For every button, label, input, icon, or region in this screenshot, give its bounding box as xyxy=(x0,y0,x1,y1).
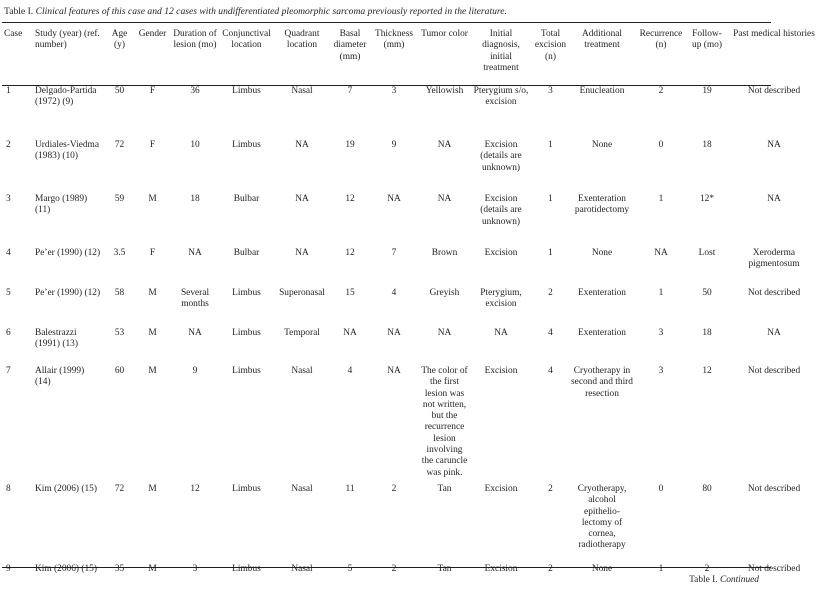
col-header-gender: Gender xyxy=(138,29,167,39)
top-rule xyxy=(2,22,771,23)
col-header-additional: Additional treatment xyxy=(581,29,623,51)
col-header-quadrant: Quadrant location xyxy=(284,29,320,51)
cell-additional: Exenteration xyxy=(578,288,626,298)
cell-thickness: NA xyxy=(387,194,401,204)
cell-gender: M xyxy=(148,366,157,376)
cell-diagnosis: Excision xyxy=(484,564,518,574)
footer-text: Continued xyxy=(719,575,759,585)
caption-text: Clinical features of this case and 12 cases with undifferentiated pleomorphic sarcoma previously reported in the literature. xyxy=(35,6,507,17)
cell-diagnosis: Excision (details are unknown) xyxy=(480,140,522,173)
table-row xyxy=(2,86,821,140)
table-continued-note xyxy=(689,575,759,585)
cell-followup: 2 xyxy=(704,564,710,574)
cell-thickness: 9 xyxy=(391,140,397,150)
cell-diameter: 7 xyxy=(347,86,353,96)
cell-followup: 50 xyxy=(702,288,712,298)
col-header-location: Conjunctival location xyxy=(222,29,271,51)
cell-gender: F xyxy=(149,140,156,150)
cell-location: Limbus xyxy=(232,86,261,96)
cell-followup: 12 xyxy=(702,366,712,376)
cell-quadrant: NA xyxy=(295,140,309,150)
cell-additional: Exenteration parotidectomy xyxy=(574,194,630,216)
cell-history: Not described xyxy=(747,86,801,96)
cell-age: 3.5 xyxy=(113,248,126,258)
cell-case: 9 xyxy=(6,564,11,574)
cell-age: 35 xyxy=(114,564,125,574)
cell-quadrant: Nasal xyxy=(291,86,313,96)
col-header-case: Case xyxy=(4,29,23,39)
cell-additional: Exenteration xyxy=(578,328,626,338)
cell-study: Pe’er (1990) (12) xyxy=(35,288,101,298)
col-header-age: Age (y) xyxy=(111,29,128,51)
cell-study: Margo (1989) (11) xyxy=(35,194,88,216)
cell-color: The color of the first lesion was not written, but the recurrence lesion involving the caruncle was pink. xyxy=(421,366,468,478)
col-header-duration: Duration of lesion (mo) xyxy=(173,29,217,51)
cell-study: Kim (2006) (15) xyxy=(35,564,97,574)
col-header-study: Study (year) (ref. number) xyxy=(35,29,100,51)
cell-location: Limbus xyxy=(232,564,261,574)
cell-duration: 9 xyxy=(192,366,198,376)
cell-study: Kim (2006) (15) xyxy=(35,484,97,494)
cell-case: 2 xyxy=(6,140,11,150)
cell-thickness: NA xyxy=(387,366,401,376)
cell-thickness: NA xyxy=(387,328,401,338)
cell-excision: 3 xyxy=(548,86,553,96)
col-header-diagnosis: Initial diagnosis, initial treatment xyxy=(482,29,520,73)
cell-diagnosis: Pterygium s/o, excision xyxy=(473,86,529,108)
cell-history: NA xyxy=(767,328,781,338)
cell-diameter: 4 xyxy=(347,366,353,376)
cell-recurrence: 1 xyxy=(658,564,664,574)
cell-gender: M xyxy=(148,288,157,298)
cell-additional: None xyxy=(591,564,613,574)
cell-history: Not described xyxy=(747,564,801,574)
cell-case: 7 xyxy=(6,366,11,376)
cell-diagnosis: NA xyxy=(494,328,508,338)
col-header-excision: Total excision (n) xyxy=(534,29,567,62)
cell-case: 3 xyxy=(6,194,11,204)
cell-duration: 12 xyxy=(190,484,200,494)
cell-quadrant: NA xyxy=(295,248,309,258)
cell-excision: 2 xyxy=(548,564,553,574)
cell-duration: 10 xyxy=(190,140,200,150)
cell-history: Not described xyxy=(747,366,801,376)
cell-study: Pe’er (1990) (12) xyxy=(35,248,101,258)
col-header-color: Tumor color xyxy=(421,29,468,39)
cell-duration: 18 xyxy=(190,194,200,204)
cell-age: 53 xyxy=(114,328,125,338)
cell-gender: M xyxy=(148,194,157,204)
cell-gender: M xyxy=(148,484,157,494)
cell-followup: 12* xyxy=(699,194,715,204)
cell-followup: 18 xyxy=(702,140,712,150)
col-header-diameter: Basal diameter (mm) xyxy=(333,29,367,62)
col-header-followup: Follow-up (mo) xyxy=(692,29,722,51)
cell-history: Xeroderma pigmentosum xyxy=(748,248,800,270)
cell-color: Tan xyxy=(437,484,452,494)
cell-location: Bulbar xyxy=(233,194,260,204)
cell-case: 1 xyxy=(6,86,11,96)
cell-followup: 18 xyxy=(702,328,712,338)
cell-age: 60 xyxy=(114,366,125,376)
cell-additional: None xyxy=(591,140,613,150)
cell-case: 4 xyxy=(6,248,11,258)
cell-thickness: 2 xyxy=(391,564,397,574)
caption-label: Table I. xyxy=(4,6,34,17)
cell-followup: 19 xyxy=(702,86,712,96)
cell-additional: None xyxy=(591,248,613,258)
cell-case: 5 xyxy=(6,288,11,298)
cell-additional: Cryotherapy, alcohol epithelio- lectomy of cornea, radiotherapy xyxy=(577,484,627,551)
cell-recurrence: 3 xyxy=(658,328,664,338)
cell-diameter: 11 xyxy=(345,484,355,494)
cell-additional: Cryotherapy in second and third resection xyxy=(571,366,633,399)
cell-thickness: 7 xyxy=(391,248,397,258)
cell-recurrence: 1 xyxy=(658,288,664,298)
cell-age: 72 xyxy=(114,140,125,150)
cell-color: NA xyxy=(437,194,452,204)
clinical-features-table xyxy=(2,25,821,594)
cell-followup: 80 xyxy=(702,484,712,494)
cell-excision: 4 xyxy=(548,366,553,376)
footer-label: Table I. xyxy=(689,575,718,585)
cell-location: Limbus xyxy=(232,328,261,338)
cell-diagnosis: Excision xyxy=(484,484,518,494)
cell-study: Allair (1999) (14) xyxy=(35,366,85,388)
cell-duration: 3 xyxy=(192,564,198,574)
col-header-recurrence: Recurrence (n) xyxy=(639,29,683,51)
cell-study: Urdiales-Viedma (1983) (10) xyxy=(35,140,99,162)
cell-gender: M xyxy=(148,564,157,574)
cell-recurrence: 1 xyxy=(658,194,664,204)
cell-recurrence: 3 xyxy=(658,366,664,376)
cell-diagnosis: Excision (details are unknown) xyxy=(480,194,522,227)
cell-case: 8 xyxy=(6,484,11,494)
cell-diameter: 19 xyxy=(345,140,355,150)
cell-color: NA xyxy=(437,140,452,150)
cell-duration: Several months xyxy=(180,288,210,310)
cell-diameter: 12 xyxy=(345,194,355,204)
cell-thickness: 3 xyxy=(391,86,397,96)
cell-study: Balestrazzi (1991) (13) xyxy=(35,328,78,350)
cell-case: 6 xyxy=(6,328,11,338)
table-caption xyxy=(4,6,507,17)
cell-quadrant: Temporal xyxy=(284,328,320,338)
cell-history: NA xyxy=(767,140,781,150)
cell-quadrant: Nasal xyxy=(291,564,313,574)
table-row xyxy=(2,194,821,248)
cell-location: Bulbar xyxy=(233,248,260,258)
cell-age: 72 xyxy=(114,484,125,494)
cell-thickness: 2 xyxy=(391,484,397,494)
col-header-history: Past medical histories xyxy=(733,29,815,39)
cell-location: Limbus xyxy=(232,140,261,150)
cell-history: Not described xyxy=(747,484,801,494)
cell-quadrant: Nasal xyxy=(291,366,313,376)
table-row xyxy=(2,328,821,366)
cell-study: Delgado-Partida (1972) (9) xyxy=(35,86,97,108)
cell-thickness: 4 xyxy=(391,288,397,298)
cell-duration: NA xyxy=(188,248,202,258)
cell-excision: 4 xyxy=(548,328,553,338)
cell-recurrence: NA xyxy=(654,248,668,258)
cell-diameter: NA xyxy=(343,328,357,338)
cell-color: Tan xyxy=(437,564,452,574)
cell-additional: Enucleation xyxy=(579,86,625,96)
cell-excision: 1 xyxy=(548,248,553,258)
cell-age: 50 xyxy=(114,86,125,96)
cell-gender: F xyxy=(149,248,156,258)
cell-color: Brown xyxy=(431,248,458,258)
cell-recurrence: 0 xyxy=(658,484,664,494)
cell-diameter: 15 xyxy=(345,288,355,298)
cell-color: NA xyxy=(437,328,452,338)
col-header-thickness: Thickness (mm) xyxy=(374,29,413,51)
cell-diagnosis: Excision xyxy=(484,366,518,376)
cell-followup: Lost xyxy=(698,248,716,258)
cell-location: Limbus xyxy=(232,288,261,298)
cell-gender: F xyxy=(149,86,156,96)
cell-history: Not described xyxy=(747,288,801,298)
cell-diagnosis: Excision xyxy=(484,248,518,258)
cell-history: NA xyxy=(767,194,781,204)
cell-age: 59 xyxy=(114,194,125,204)
cell-duration: NA xyxy=(188,328,202,338)
cell-quadrant: Nasal xyxy=(291,484,313,494)
cell-diameter: 12 xyxy=(345,248,355,258)
cell-quadrant: NA xyxy=(295,194,309,204)
cell-diameter: 5 xyxy=(347,564,353,574)
cell-excision: 2 xyxy=(548,484,553,494)
cell-gender: M xyxy=(148,328,157,338)
cell-excision: 2 xyxy=(548,288,553,298)
cell-recurrence: 0 xyxy=(658,140,664,150)
cell-quadrant: Superonasal xyxy=(279,288,325,298)
table-row xyxy=(2,484,821,564)
cell-excision: 1 xyxy=(548,194,553,204)
table-row xyxy=(2,288,821,328)
table-row xyxy=(2,140,821,194)
cell-location: Limbus xyxy=(232,366,261,376)
cell-excision: 1 xyxy=(548,140,553,150)
cell-diagnosis: Pterygium, excision xyxy=(480,288,522,310)
cell-recurrence: 2 xyxy=(658,86,664,96)
table-row xyxy=(2,366,821,484)
cell-age: 58 xyxy=(114,288,125,298)
cell-location: Limbus xyxy=(232,484,261,494)
table-row xyxy=(2,248,821,288)
cell-color: Greyish xyxy=(429,288,460,298)
cell-color: Yellowish xyxy=(425,86,464,96)
header-row xyxy=(2,25,821,86)
cell-duration: 36 xyxy=(190,86,200,96)
